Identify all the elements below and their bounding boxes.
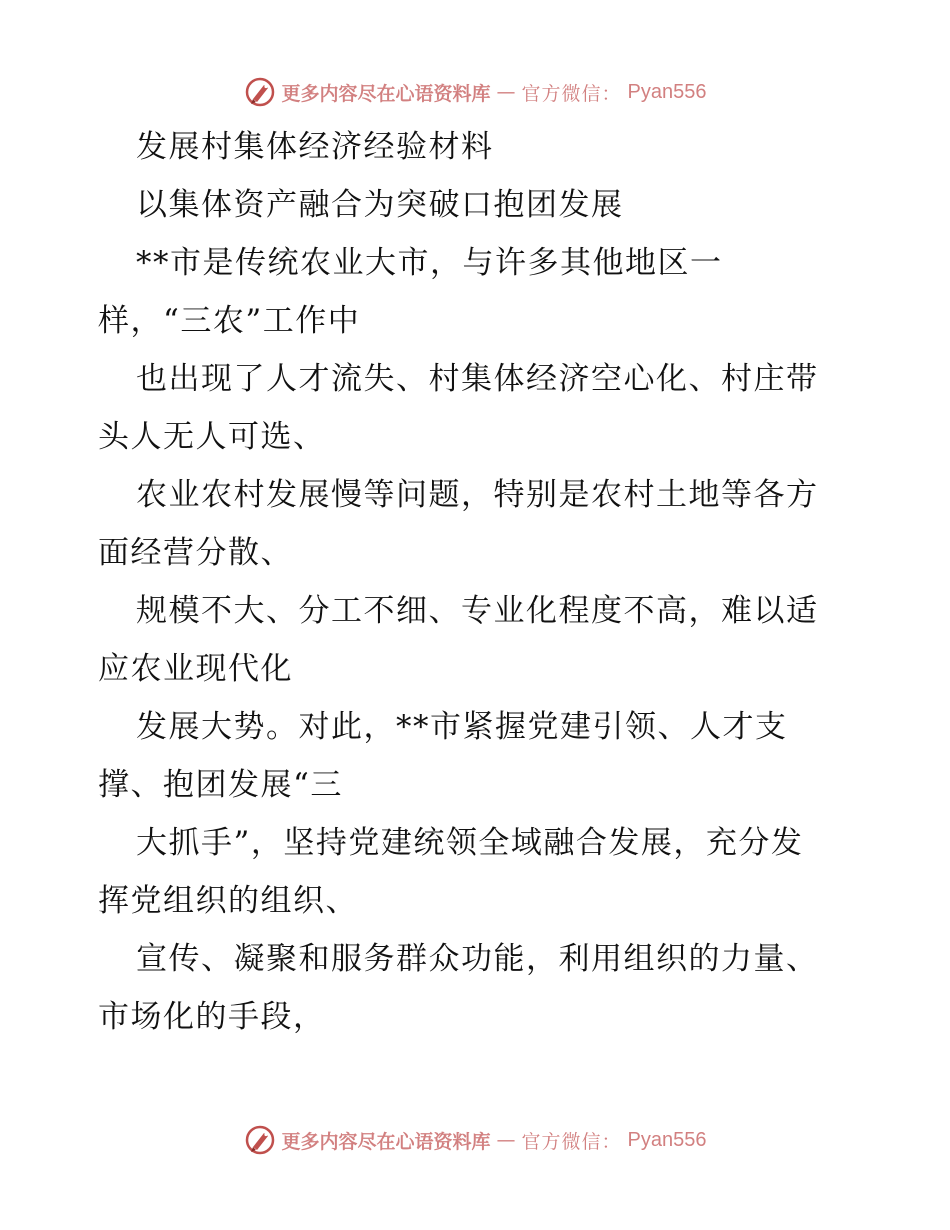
paragraph-line: 挥党组织的组织、: [98, 883, 358, 919]
paragraph-line: 面经营分散、: [98, 535, 293, 571]
paragraph-line: 也出现了人才流失、村集体经济空心化、村庄带: [136, 361, 819, 397]
paragraph-line: 宣传、凝聚和服务群众功能，利用组织的力量、: [136, 941, 819, 977]
watermark-dash: —: [496, 81, 516, 103]
paragraph-line: 撑、抱团发展“三: [98, 767, 343, 803]
paragraph-line: 大抓手”，坚持党建统领全域融合发展，充分发: [136, 825, 804, 861]
watermark-wechat-id: Pyan556: [627, 80, 707, 103]
watermark-wechat-label: 官方微信：: [521, 1130, 622, 1153]
paragraph-line: **市是传统农业大市，与许多其他地区一: [136, 245, 723, 281]
watermark-banner-top: [0, 72, 950, 112]
watermark-banner-bottom: [0, 1120, 950, 1160]
watermark-wechat-id: Pyan556: [627, 1128, 707, 1151]
watermark-library-text: 更多内容尽在心语资料库: [281, 1130, 491, 1153]
watermark-wechat-label: 官方微信：: [521, 82, 622, 105]
watermark-dash: —: [496, 1129, 516, 1151]
paragraph-line: 样，“三农”工作中: [98, 303, 361, 339]
paragraph-line: 规模不大、分工不细、专业化程度不高，难以适: [136, 593, 819, 629]
watermark-library-text: 更多内容尽在心语资料库: [281, 82, 491, 105]
paragraph-line: 应农业现代化: [98, 651, 293, 687]
paragraph-line: 发展大势。对此，**市紧握党建引领、人才支: [136, 709, 788, 745]
pen-circle-logo-icon: [244, 1124, 276, 1156]
paragraph-line: 头人无人可选、: [98, 419, 326, 455]
document-title: 发展村集体经济经验材料: [136, 129, 494, 165]
pen-circle-logo-icon: [244, 76, 276, 108]
paragraph-line: 市场化的手段，: [98, 999, 326, 1035]
paragraph-line: 农业农村发展慢等问题，特别是农村土地等各方: [136, 477, 819, 513]
document-subtitle: 以集体资产融合为突破口抱团发展: [136, 187, 624, 223]
